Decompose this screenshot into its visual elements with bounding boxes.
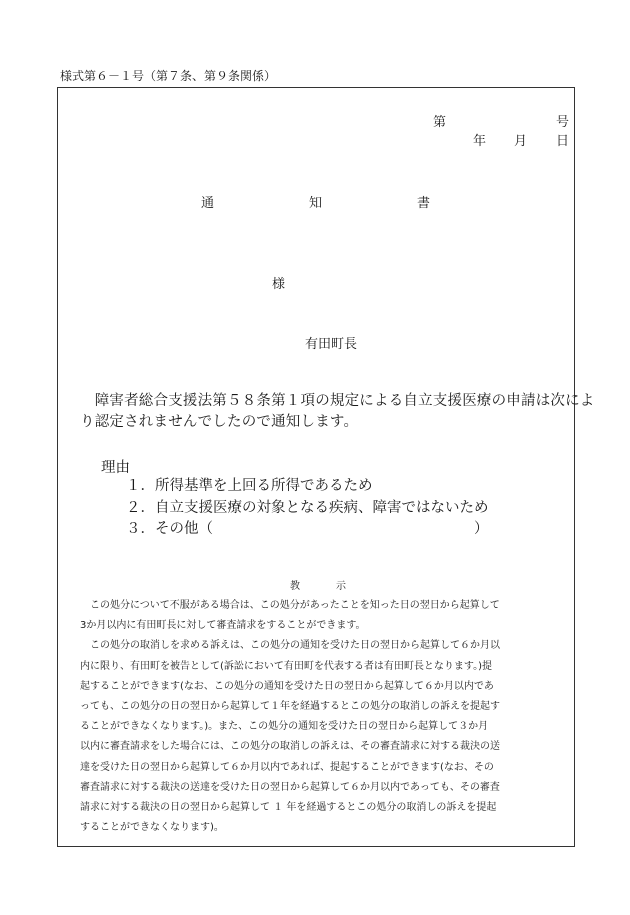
notice-line: っても、この処分の日の翌日から起算して１年を経過するとこの処分の取消しの訴えを提起す: [80, 701, 500, 713]
reason-item-2: [126, 496, 489, 517]
reason-item-3: [126, 517, 213, 538]
number-prefix: 第: [433, 115, 447, 130]
reason-text: 所得基準を上回る所得であるため: [155, 478, 373, 494]
title-char-1: 通: [201, 196, 215, 211]
notice-line: 3か月以内に有田町長に対して審査請求をすることができます。: [80, 620, 366, 632]
notice-line: 請求に対する裁決の日の翌日から起算して １ 年を経過するとこの処分の取消しの訴えを提起: [80, 802, 497, 814]
addressee-suffix: 様: [272, 277, 286, 292]
reason-number: ３．: [126, 521, 155, 537]
reason-text: 自立支援医療の対象となる疾病、障害ではないため: [155, 500, 489, 516]
reason-number: １．: [126, 478, 155, 494]
sender-name: 有田町長: [305, 337, 358, 352]
notice-line: 達を受けた日の翌日から起算して６か月以内であれば、提起することができます(なお、その: [80, 761, 494, 773]
reason-close-paren: ）: [474, 521, 489, 537]
notice-text: [80, 596, 556, 838]
reasons-heading: 理由: [101, 460, 130, 476]
notice-line: この処分について不服がある場合は、この処分があったことを知った日の翌日から起算して: [80, 600, 500, 611]
notice-line: することができなくなります)。: [80, 822, 224, 834]
notice-heading-char-2: 示: [336, 581, 346, 592]
notice-heading-char-1: 教: [290, 581, 300, 592]
notice-line: 起することができます(なお、この処分の通知を受けた日の翌日から起算して６か月以内であ: [80, 680, 494, 692]
date-day: 日: [556, 134, 570, 149]
date-year: 年: [473, 134, 487, 149]
body-line-2: り認定されませんでしたので通知します。: [80, 414, 359, 430]
notice-line: 以内に審査請求をした場合には、この処分の取消しの訴えは、その審査請求に対する裁決の送: [80, 741, 500, 753]
title-char-3: 書: [417, 196, 431, 211]
reason-text: その他（: [155, 521, 213, 537]
number-suffix: 号: [556, 115, 570, 130]
reason-item-1: [126, 474, 373, 495]
body-line-1: 障害者総合支援法第５８条第１項の規定による自立支援医療の申請は次によ: [80, 393, 595, 409]
notice-line: この処分の取消しを求める訴えは、この処分の通知を受けた日の翌日から起算して６か月以: [80, 640, 500, 652]
notice-line: ることができなくなります。)。また、この処分の通知を受けた日の翌日から起算して３か月: [80, 721, 489, 733]
body-text: [80, 391, 595, 433]
reason-number: ２．: [126, 500, 155, 516]
title-char-2: 知: [309, 196, 323, 211]
notice-line: 審査請求に対する裁決の送達を受けた日の翌日から起算して６か月以内であっても、その審査: [80, 781, 500, 793]
notice-line: 内に限り、有田町を被告として(訴訟において有田町を代表する者は有田町長となります。)提: [80, 660, 493, 672]
form-number-label: 様式第６－１号（第７条、第９条関係）: [60, 69, 277, 83]
date-month: 月: [514, 134, 528, 149]
